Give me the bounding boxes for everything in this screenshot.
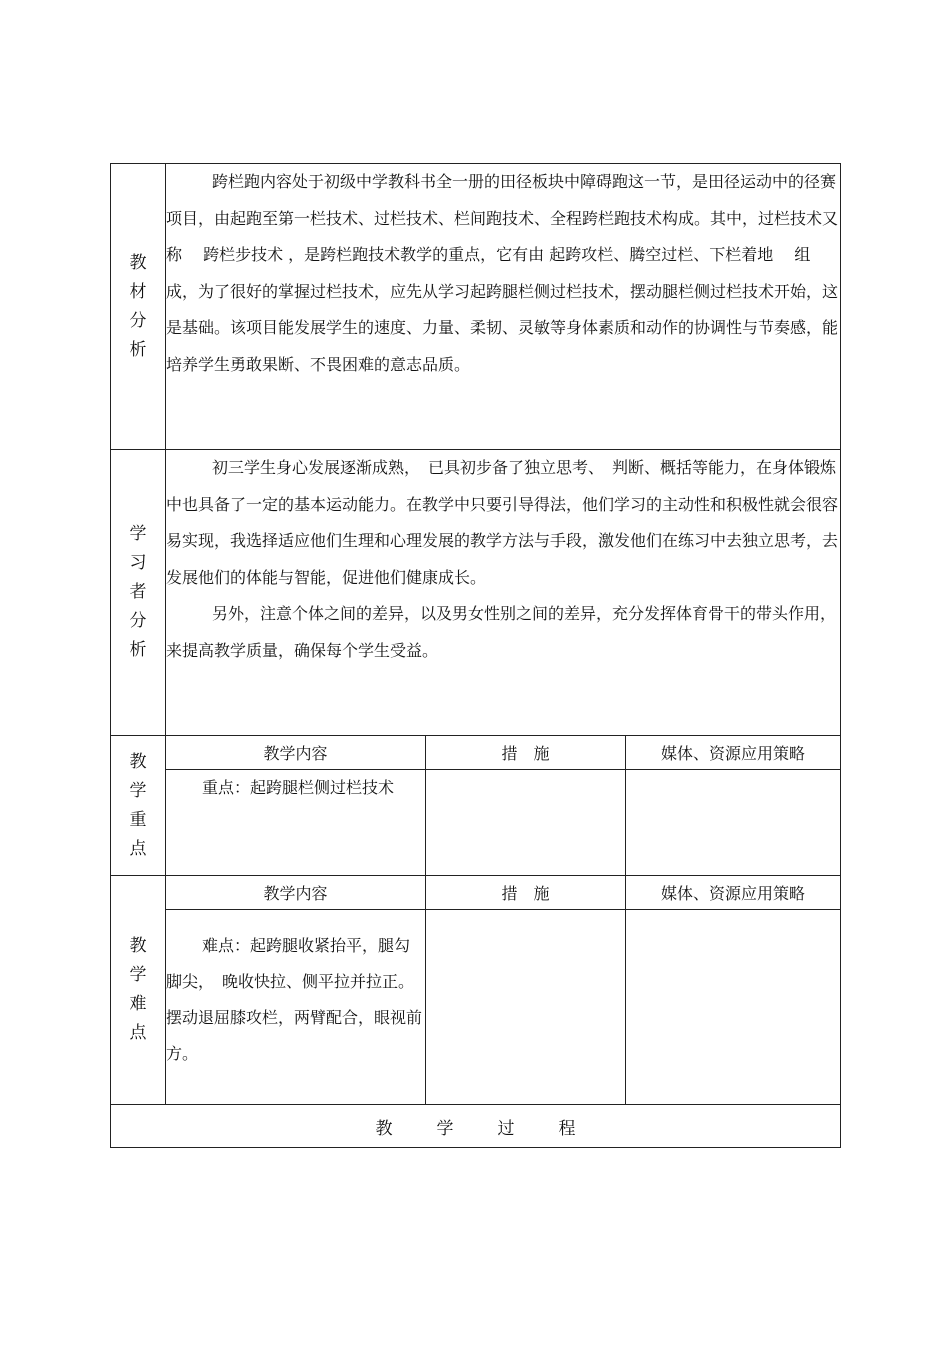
textbook-analysis-label: 教 材 分 析 [111, 164, 166, 450]
teaching-key-header-row [111, 736, 841, 770]
teaching-key-content-cell [166, 770, 426, 876]
teaching-difficulty-media-cell [626, 910, 841, 1105]
teaching-difficulty-content-cell [166, 910, 426, 1105]
learner-analysis-paragraph-1: 初三学生身心发展逐渐成熟， 已具初步备了独立思考、 判断、概括等能力，在身体锻炼中也具备了一定的基本运动能力。在教学中只要引导得法，他们学习的主动性和积极性就会很容易实现，我选择适应他们生理和心理发展的教学方法与手段，激发他们在练习中去独立思考，去发展他们的体能与智能，促进他们健康成长。 [166, 458, 839, 587]
learner-analysis-label: 学 习 者 分 析 [111, 450, 166, 736]
teaching-difficulty-measures-cell [426, 910, 626, 1105]
teaching-key-content: 重点：起跨腿栏侧过栏技术 [202, 778, 395, 797]
teaching-difficulty-measures-header: 措 施 [426, 876, 626, 910]
textbook-analysis-paragraph: 跨栏跑内容处于初级中学教科书全一册的田径板块中障碍跑这一节，是田径运动中的径赛项目，由起跑至第一栏技术、过栏技术、栏间跑技术、全程跨栏跑技术构成。其中，过栏技术又称 跨栏步技术 ，是跨栏跑技术教学的重点，它有由 起跨攻栏、腾空过栏、下栏着地 组成，为了很好的掌握过栏技术，应先从学习起跨腿栏侧过栏技术，摆动腿栏侧过栏技术开始，这是基础。该项目能发展学生的速度、力量、柔韧、灵敏等身体素质和动作的协调性与节奏感，能培养学生勇敢果断、不畏困难的意志品质。 [166, 172, 839, 374]
teaching-key-label: 教 学 重 点 [111, 736, 166, 876]
learner-analysis-content [166, 450, 841, 736]
teaching-key-content-header: 教学内容 [166, 736, 426, 770]
teaching-process-row [111, 1105, 841, 1148]
teaching-key-measures-header: 措 施 [426, 736, 626, 770]
teaching-process-heading: 教 学 过 程 [111, 1105, 841, 1148]
teaching-difficulty-label: 教 学 难 点 [111, 876, 166, 1105]
textbook-analysis-content [166, 164, 841, 450]
teaching-key-media-cell [626, 770, 841, 876]
lesson-plan-table [110, 163, 841, 1148]
teaching-difficulty-media-header: 媒体、资源应用策略 [626, 876, 841, 910]
teaching-key-measures-cell [426, 770, 626, 876]
teaching-difficulty-content-header: 教学内容 [166, 876, 426, 910]
teaching-difficulty-header-row [111, 876, 841, 910]
teaching-difficulty-body-row [111, 910, 841, 1105]
textbook-analysis-row [111, 164, 841, 450]
learner-analysis-paragraph-2: 另外，注意个体之间的差异，以及男女性别之间的差异，充分发挥体育骨干的带头作用，来提高教学质量，确保每个学生受益。 [166, 604, 837, 660]
learner-analysis-row [111, 450, 841, 736]
teaching-key-body-row [111, 770, 841, 876]
teaching-key-media-header: 媒体、资源应用策略 [626, 736, 841, 770]
teaching-difficulty-content: 难点：起跨腿收紧抬平，腿勾脚尖， 晚收快拉、侧平拉并拉正。 摆动退屈膝攻栏，两臂配合，眼视前方。 [166, 936, 423, 1063]
